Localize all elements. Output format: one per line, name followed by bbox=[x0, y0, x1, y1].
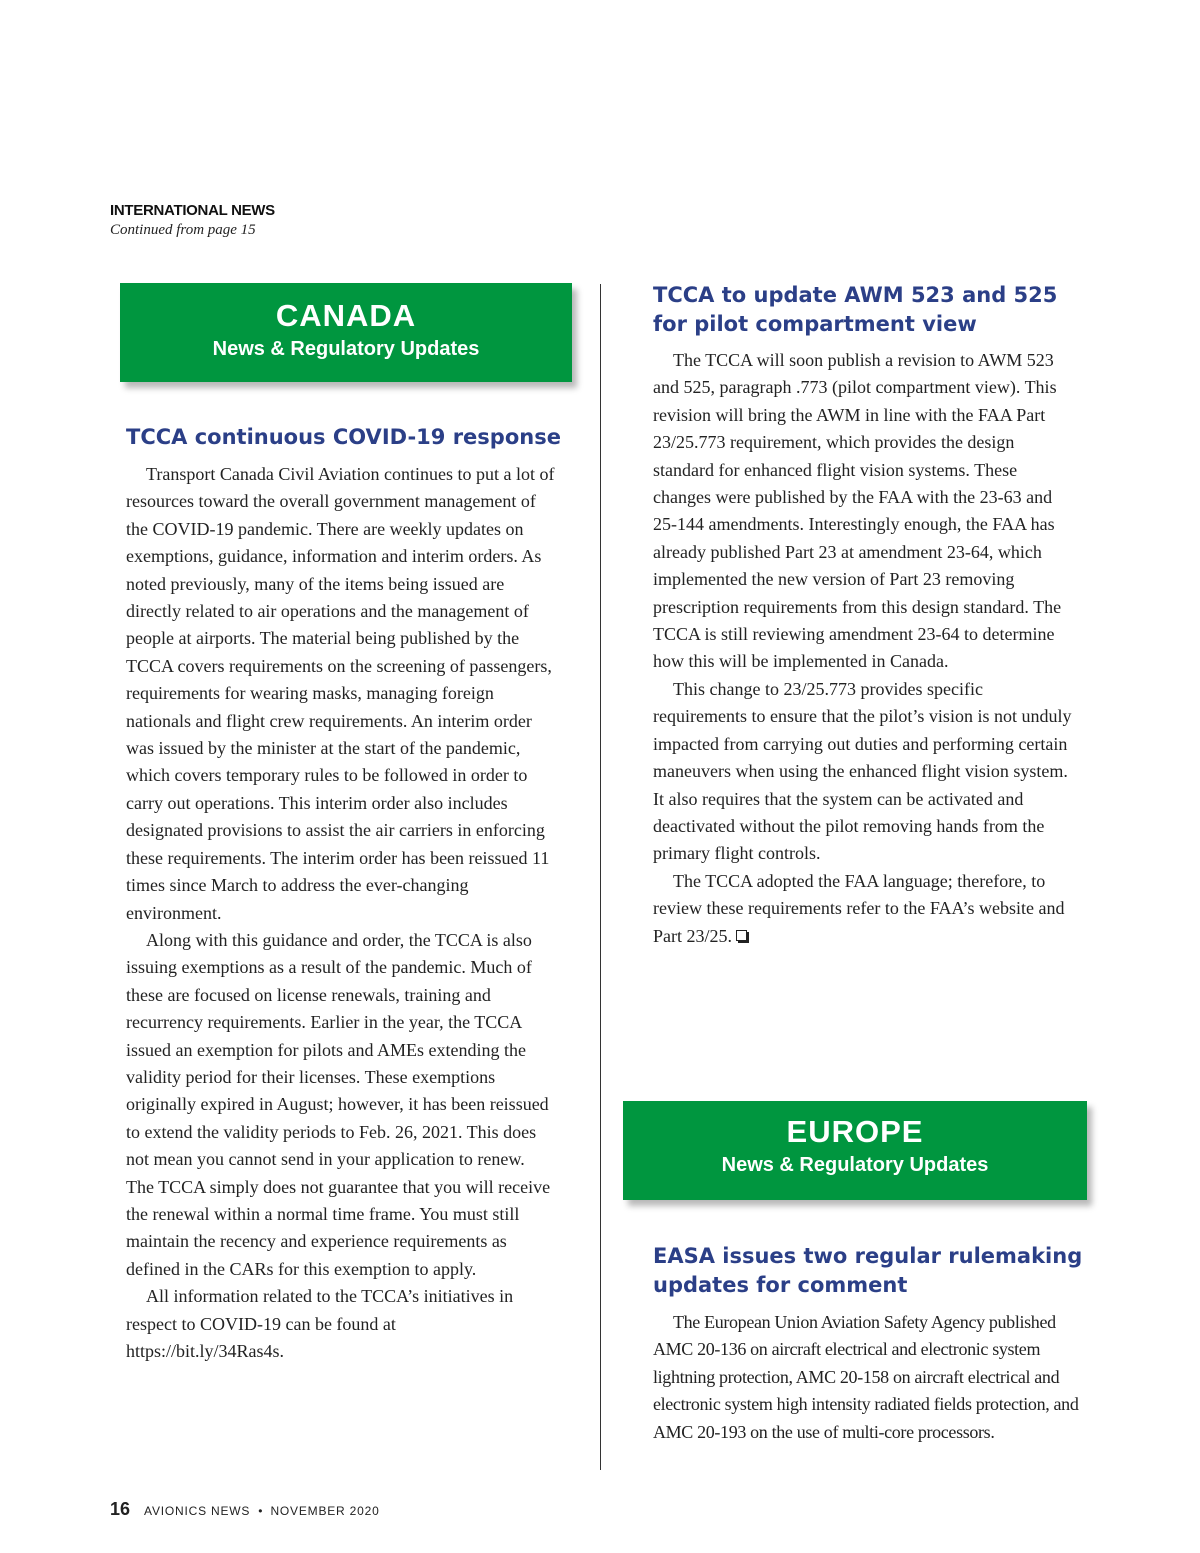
column-divider bbox=[600, 284, 601, 1470]
article2-final-text: The TCCA adopted the FAA language; therefore, to review these requirements refer to the FAA’s website and Part 23/25. bbox=[653, 870, 1065, 946]
europe-subtitle: News & Regulatory Updates bbox=[721, 1154, 989, 1176]
article3-paragraph: The European Union Aviation Safety Agency published AMC 20-136 on aircraft electrical and electronic system lightning protection, AMC 20-158 on aircraft electrical and electronic system high intensity radiated fields protection, and AMC 20-193 on the use of multi-core processors. bbox=[653, 1312, 1079, 1442]
issue-date: NOVEMBER 2020 bbox=[270, 1504, 380, 1518]
end-of-article-icon bbox=[736, 930, 747, 941]
continued-note: Continued from page 15 bbox=[110, 222, 256, 238]
canada-title: CANADA bbox=[275, 298, 417, 333]
canada-banner bbox=[120, 283, 572, 382]
publication-name: AVIONICS NEWS bbox=[144, 1504, 251, 1518]
page-footer bbox=[110, 1499, 380, 1520]
europe-title: EUROPE bbox=[786, 1114, 924, 1149]
article2-body bbox=[653, 347, 1077, 950]
bullet-separator-icon: • bbox=[258, 1504, 263, 1518]
article2-paragraph: This change to 23/25.773 provides specific requirements to ensure that the pilot’s vision is not unduly impacted from carrying out duties and performing certain maneuvers when using the enhanced flight vision system. It also requires that the system can be activated and deactivated without the pilot removing hands from the primary flight controls. bbox=[653, 678, 1072, 864]
article3-headline: EASA issues two regular rulemaking updates for comment bbox=[653, 1244, 1083, 1297]
page-number: 16 bbox=[110, 1499, 131, 1519]
article2-paragraph bbox=[653, 868, 1077, 950]
article1-paragraph: Transport Canada Civil Aviation continues to put a lot of resources toward the overall government management of the COVID-19 pandemic. There are weekly updates on exemptions, guidance, information and interim orders. As noted previously, many of the items being issued are directly related to air operations and the management of people at airports. The material being published by the TCCA covers requirements on the screening of passengers, requirements for wearing masks, managing foreign nationals and flight crew requirements. An interim order was issued by the minister at the start of the pandemic, which covers temporary rules to be followed in order to carry out operations. This interim order also includes designated provisions to assist the air carriers in enforcing these requirements. The interim order has been reissued 11 times since March to address the ever-changing environment. bbox=[126, 464, 555, 923]
europe-banner bbox=[623, 1101, 1087, 1200]
article2-headline: TCCA to update AWM 523 and 525 for pilot compartment view bbox=[653, 283, 1058, 336]
article3-body bbox=[653, 1309, 1083, 1446]
article2-paragraph: The TCCA will soon publish a revision to AWM 523 and 525, paragraph .773 (pilot compartment view). This revision will bring the AWM in line with the FAA Part 23/25.773 requirement, which provides the design standard for enhanced flight vision systems. These changes were published by the FAA with the 23-63 and 25-144 amendments. Interestingly enough, the FAA has already published Part 23 at amendment 23-64, which implemented the new version of Part 23 removing prescription requirements from this design standard. The TCCA is still reviewing amendment 23-64 to determine how this will be implemented in Canada. bbox=[653, 350, 1062, 672]
canada-subtitle: News & Regulatory Updates bbox=[212, 338, 480, 360]
article1-paragraph: All information related to the TCCA’s initiatives in respect to COVID-19 can be found at https://bit.ly/34Ras4s. bbox=[126, 1286, 514, 1361]
article1-headline: TCCA continuous COVID-19 response bbox=[126, 425, 561, 449]
article1-paragraph: Along with this guidance and order, the TCCA is also issuing exemptions as a result of the pandemic. Much of these are focused on license renewals, training and recurrency requirements. Earlier in the year, the TCCA issued an exemption for pilots and AMEs extending the validity period for their licenses. These exemptions originally expired in August; however, it has been reissued to extend the validity periods to Feb. 26, 2021. This does not mean you cannot send in your application to renew. The TCCA simply does not guarantee that you will receive the renewal within a normal time frame. You must still maintain the recency and experience requirements as defined in the CARs for this exemption to apply. bbox=[126, 929, 551, 1279]
article1-body bbox=[126, 461, 556, 1365]
section-label: INTERNATIONAL NEWS bbox=[110, 202, 275, 219]
